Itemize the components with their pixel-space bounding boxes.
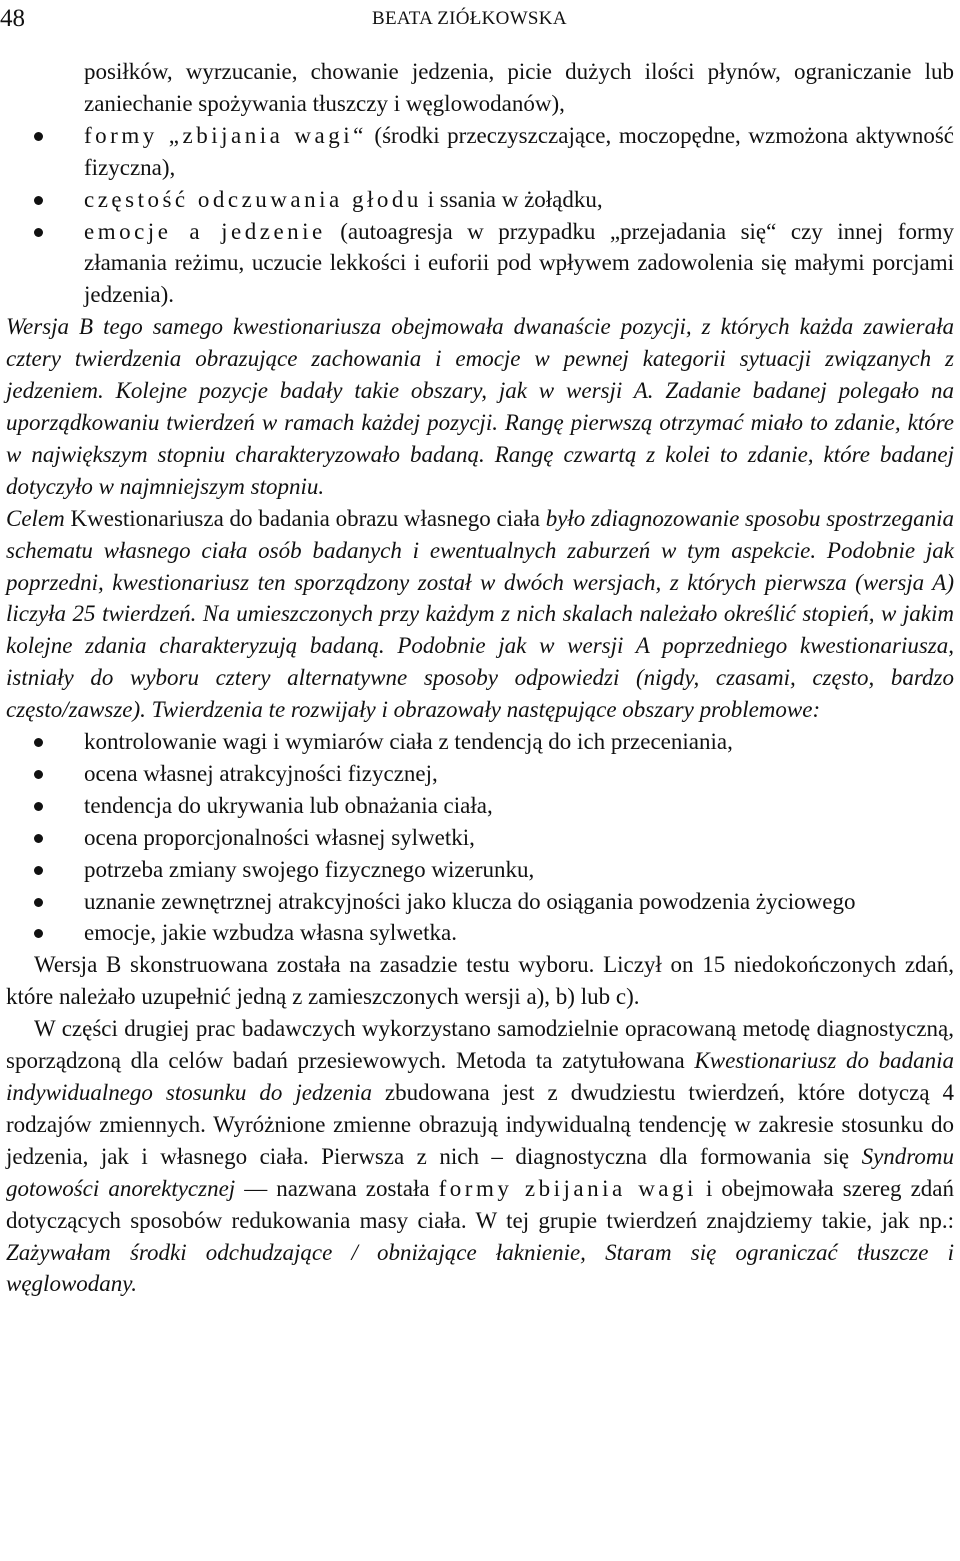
example-statements: Zażywałam środki odchudzające / obniżające łaknienie, Staram się ograniczać tłuszcze i węglowodany.	[6, 1239, 954, 1297]
list-item	[6, 726, 954, 758]
paragraph-version-b: Wersja B tego samego kwestionariusza obejmowała dwanaście pozycji, z których każda zawierała cztery twierdzenia obrazujące zachowania i emocje w pewnej kategorii sytuacji związanych z jedzeniem. Kolejne pozycje badały takie obszary, jak w wersji A. Zadanie badanej polegało na uporządkowaniu twierdzeń w ramach każdej pozycji. Rangę pierwszą otrzymać miało to zdanie, które w największym stopniu charakteryzowało badaną. Rangę czwartą z kolei to zdanie, które badanej dotyczyło w najmniejszym stopniu.	[6, 314, 954, 499]
goal-lead: Celem	[6, 505, 65, 531]
list-item-text: ocena proporcjonalności własnej sylwetki,	[84, 824, 475, 850]
list-item-text: ocena własnej atrakcyjności fizycznej,	[84, 760, 438, 786]
paragraph-method	[6, 1013, 954, 1300]
running-head: BEATA ZIÓŁKOWSKA	[372, 8, 567, 29]
body-text	[6, 56, 954, 1300]
goal-text: było zdiagnozowanie sposobu spostrzegania schematu własnego ciała osób badanych i ewentualnych zaburzeń w tym aspekcie. Podobnie jak poprzedni, kwestionariusz ten sporządzony został w dwóch wersjach, z których pierwsza (wersja A) liczyła 25 twierdzeń. Na umieszczonych przy każdym z nich skalach należało określić stopień, w jakim kolejne zdania charakteryzują badaną. Podobnie jak w wersji A poprzedniego kwestionariusza, istniały do wyboru cztery alternatywne sposoby odpowiedzi (nigdy, czasami, często, bardzo często/zawsze). Twierdzenia te rozwijały i obrazowały następujące obszary problemowe:	[6, 505, 954, 723]
list-item	[6, 854, 954, 886]
paragraph-goal	[6, 503, 954, 726]
variable-name: formy zbijania wagi	[438, 1175, 697, 1201]
method-text-1: W części drugiej prac badawczych wykorzystano samodzielnie opracowaną metodę diagnostyczną, sporządzoną dla celów badań przesiewowych. Metoda ta zatytułowana	[6, 1016, 954, 1074]
bullet-icon	[34, 866, 43, 875]
list-item-term: emocje a jedzenie	[84, 218, 326, 244]
bullet-icon	[34, 898, 43, 907]
bullet-icon	[34, 196, 43, 205]
bullet-icon	[34, 738, 43, 747]
behavior-list	[6, 120, 954, 311]
list-item-term: częstość odczuwania głodu	[84, 186, 422, 212]
bullet-icon	[34, 802, 43, 811]
list-item-text: potrzeba zmiany swojego fizycznego wizerunku,	[84, 856, 535, 882]
goal-questionnaire-name: Kwestionariusza do badania obrazu własnego ciała	[64, 505, 546, 531]
list-item	[6, 822, 954, 854]
list-item-text: kontrolowanie wagi i wymiarów ciała z tendencją do ich przeceniania,	[84, 729, 733, 755]
list-item	[6, 886, 954, 918]
method-text-2: zbudowana jest z dwudziestu twierdzeń, które dotyczą 4 rodzajów zmiennych. Wyróżnione zmienne obrazują indywidualną tendencję w zakresie stosunku do jedzenia, jak i własnego ciała. Pierwsza z nich – diagnostyczna dla formowania się	[6, 1080, 955, 1169]
bullet-icon	[34, 770, 43, 779]
bullet-icon	[34, 132, 43, 141]
paragraph-version-b-test: Wersja B skonstruowana została na zasadzie testu wyboru. Liczył on 15 niedokończonych zdań, które należało uzupełnić jedną z zamieszczonych wersji a), b) lub c).	[6, 952, 954, 1010]
bullet-icon	[34, 834, 43, 843]
list-item	[6, 758, 954, 790]
bullet-icon	[34, 929, 43, 938]
list-item-term: formy „zbijania wagi“	[84, 122, 367, 148]
problem-areas-list	[6, 726, 954, 949]
method-text-4: i obejmowała szereg zdań dotyczących sposobów redukowania masy ciała. W tej grupie twierdzeń znajdziemy takie, jak np.:	[6, 1175, 954, 1233]
list-item	[6, 120, 954, 184]
list-item	[6, 790, 954, 822]
list-continuation: posiłków, wyrzucanie, chowanie jedzenia, picie dużych ilości płynów, ograniczanie lub zaniechanie spożywania tłuszczy i węglowodanów),	[84, 59, 954, 116]
list-item-text: i ssania w żołądku,	[421, 186, 603, 212]
page-header	[0, 2, 960, 36]
bullet-icon	[34, 228, 43, 237]
page-number: 48	[0, 5, 25, 32]
list-item	[6, 184, 954, 216]
list-item-text: (autoagresja w przypadku „przejadania się“ czy innej formy złamania reżimu, uczucie lekkości i euforii pod wpływem zadowolenia się małymi porcjami jedzenia).	[84, 218, 954, 308]
list-item	[6, 216, 954, 312]
list-item	[6, 917, 954, 949]
list-item-text: emocje, jakie wzbudza własna sylwetka.	[84, 920, 457, 946]
method-title: Kwestionariusz do badania indywidualnego stosunku do jedzenia	[6, 1048, 954, 1105]
method-text-3: — nazwana została	[235, 1175, 439, 1201]
list-item-text: tendencja do ukrywania lub obnażania ciała,	[84, 792, 493, 818]
syndrome-name: Syndromu gotowości anorektycznej	[6, 1143, 954, 1201]
list-item-text: uznanie zewnętrznej atrakcyjności jako klucza do osiągania powodzenia życiowego	[84, 888, 856, 914]
list-item-text: (środki przeczyszczające, moczopędne, wzmożona aktywność fizyczna),	[84, 122, 954, 180]
